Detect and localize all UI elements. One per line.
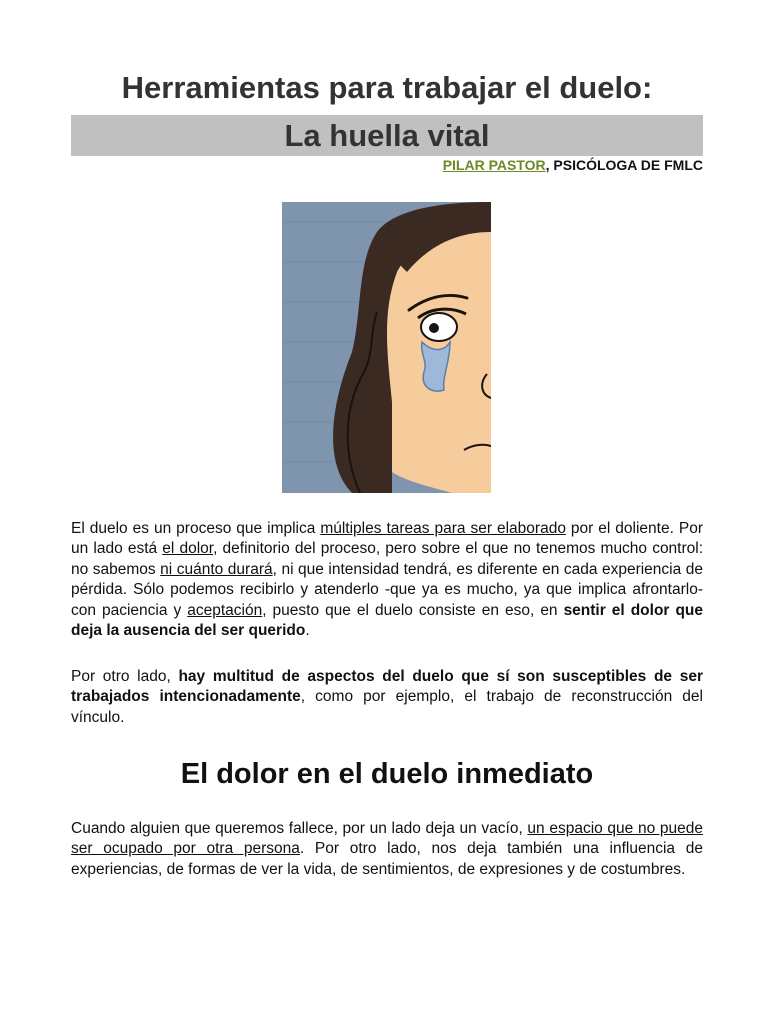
underlined-text: el dolor: [162, 540, 214, 558]
document-subtitle: La huella vital: [284, 118, 490, 153]
subtitle-bar: [71, 115, 703, 156]
author-link[interactable]: PILAR PASTOR: [442, 157, 546, 173]
text: El duelo es un proceso que implica: [71, 520, 321, 537]
bold-text: sentir el dolor que deja la ausencia del ser querido: [71, 601, 703, 640]
paragraph-loss: [71, 819, 703, 880]
text: Por otro lado,: [71, 668, 179, 685]
text: , puesto que el duelo consiste en eso, en: [262, 601, 564, 619]
text: , ni que intensidad tendrá, es diferente en cada experiencia de pérdida. Sólo podemos recibirlo y atenderlo -que ya es mucho, ya que implica afrontarlo- con paciencia y: [71, 560, 703, 619]
underlined-text: ni cuánto durará: [160, 560, 273, 578]
text: . Por otro lado, nos deja también una influencia de experiencias, de formas de ver la vida, de sentimientos, de expresiones y de costumbres.: [71, 840, 703, 878]
underlined-text: aceptación: [187, 601, 263, 619]
text: , definitorio del proceso, pero sobre el que no tenemos mucho control: no sabemos: [71, 540, 704, 578]
bold-text: hay multitud de aspectos del duelo que sí son susceptibles de ser trabajados intencionadamente: [71, 668, 703, 706]
text: por el doliente. Por un lado está: [71, 520, 703, 558]
text: .: [305, 622, 310, 640]
text: Cuando alguien que queremos fallece, por un lado deja un vacío,: [71, 820, 528, 837]
text: , como por ejemplo, el trabajo de reconstrucción del vínculo.: [71, 688, 703, 726]
author-line: [443, 157, 703, 173]
underlined-text: un espacio que no puede ser ocupado por otra persona: [71, 820, 703, 858]
paragraph-aspects: [71, 667, 703, 728]
crying-girl-illustration: [282, 202, 491, 493]
paragraph-intro: [71, 519, 703, 641]
section-heading: El dolor en el duelo inmediato: [180, 758, 594, 790]
author-role: , PSICÓLOGA DE FMLC: [545, 157, 703, 173]
document-title: Herramientas para trabajar el duelo:: [121, 70, 653, 105]
underlined-text: múltiples tareas para ser elaborado: [320, 520, 566, 537]
